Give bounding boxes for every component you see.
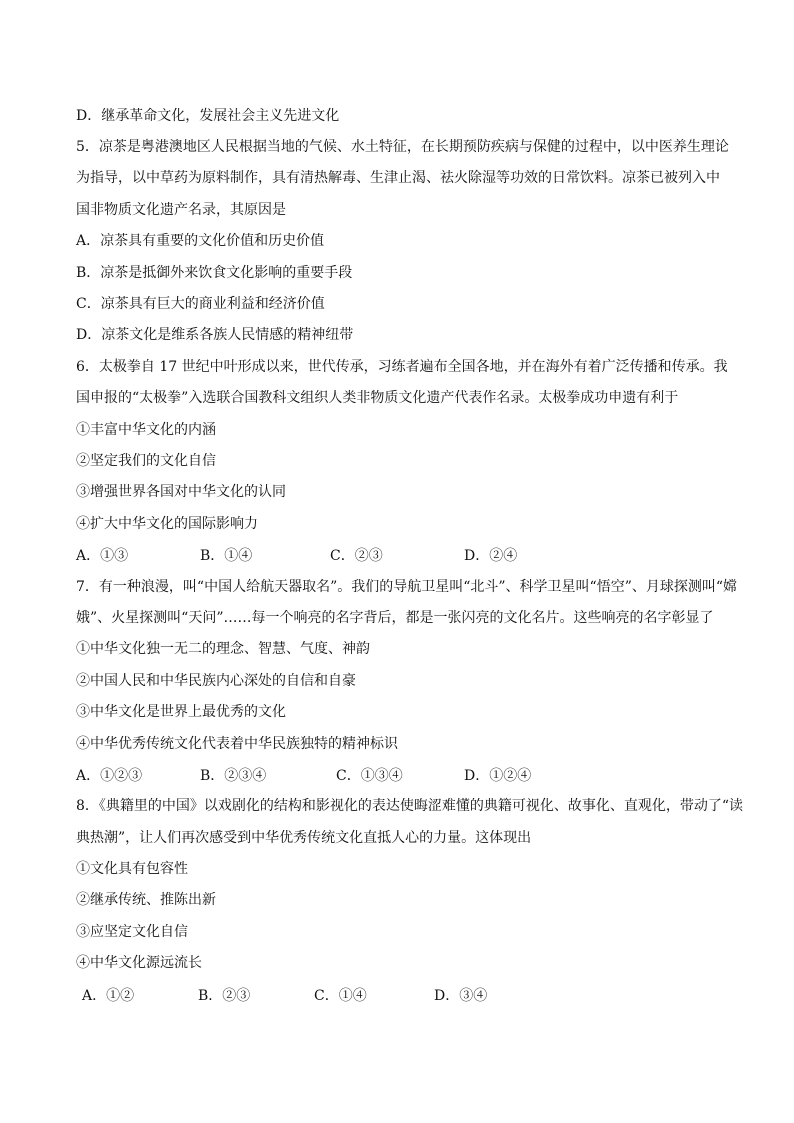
q8-statement-2: ②继承传统、推陈出新 [76, 892, 216, 909]
q7-choice-b: B．②③④ [200, 767, 267, 784]
q8-statement-4: ④中华文化源远流长 [76, 955, 202, 972]
q7-stem-line-2: 娥”、火星探测叫“天问”……每一个响亮的名字背后，都是一张闪亮的文化名片。这些响亮的名字彰显了 [76, 609, 714, 626]
q5-option-b: B．凉茶是抵御外来饮食文化影响的重要手段 [76, 264, 353, 281]
q7-choice-d: D．①②④ [464, 767, 532, 784]
q7-statement-1: ①中华文化独一无二的理念、智慧、气度、神韵 [76, 641, 370, 658]
q6-choice-b: B．①④ [200, 548, 253, 565]
q7-choice-c: C．①③④ [336, 767, 403, 784]
q8-choice-b: B．②③ [198, 987, 251, 1004]
q6-choice-c: C．②③ [330, 548, 383, 565]
q6-stem-line-1: 6．太极拳自 17 世纪中叶形成以来，世代传承，习练者遍布全国各地，并在海外有着广泛传播和传承。我 [76, 358, 728, 375]
q7-choices [76, 759, 726, 790]
q6-choice-d: D．②④ [464, 548, 518, 565]
q6-choice-a: A．①③ [76, 548, 129, 565]
q5-stem-line-2: 为指导，以中草药为原料制作，具有清热解毒、生津止渴、祛火除湿等功效的日常饮料。凉茶已被列入中 [76, 170, 720, 187]
q4-option-d: D．继承革命文化，发展社会主义先进文化 [76, 107, 340, 124]
q5-option-c: C．凉茶具有巨大的商业利益和经济价值 [76, 296, 325, 313]
q7-statement-2: ②中国人民和中华民族内心深处的自信和自豪 [76, 672, 356, 689]
q6-stem-line-2: 国申报的“太极拳”入选联合国教科文组织人类非物质文化遗产代表作名录。太极拳成功申遗有利于 [76, 390, 679, 407]
q7-statement-3: ③中华文化是世界上最优秀的文化 [76, 704, 286, 721]
q5-stem-line-1: 5．凉茶是粤港澳地区人民根据当地的气候、水土特征，在长期预防疾病与保健的过程中，以中医养生理论 [76, 139, 729, 156]
q6-statement-3: ③增强世界各国对中华文化的认同 [76, 484, 286, 501]
q8-statement-3: ③应坚定文化自信 [76, 923, 188, 940]
q5-option-d: D．凉茶文化是维系各族人民情感的精神纽带 [76, 327, 354, 344]
q8-choices [76, 979, 726, 1010]
q8-choice-d: D．③④ [434, 987, 488, 1004]
q8-choice-c: C．①④ [314, 987, 367, 1004]
q7-choice-a: A．①②③ [76, 767, 143, 784]
exam-page [76, 100, 744, 1010]
q6-choices [76, 539, 726, 570]
q5-option-a: A．凉茶具有重要的文化价值和历史价值 [76, 233, 325, 250]
q6-statement-1: ①丰富中华文化的内涵 [76, 421, 216, 438]
q5-stem-line-3: 国非物质文化遗产名录，其原因是 [76, 201, 286, 218]
q7-stem-line-1: 7．有一种浪漫，叫“中国人给航天器取名”。我们的导航卫星叫“北斗”、科学卫星叫“悟空”、月球探测叫“嫦 [76, 578, 738, 595]
q6-statement-4: ④扩大中华文化的国际影响力 [76, 515, 258, 532]
q8-statement-1: ①文化具有包容性 [76, 861, 188, 878]
q8-stem-line-2: 典热潮”，让人们再次感受到中华优秀传统文化直抵人心的力量。这体现出 [76, 829, 532, 846]
q6-statement-2: ②坚定我们的文化自信 [76, 452, 216, 469]
q7-statement-4: ④中华优秀传统文化代表着中华民族独特的精神标识 [76, 735, 398, 752]
q8-stem-line-1: 8．《典籍里的中国》以戏剧化的结构和影视化的表达使晦涩难懂的典籍可视化、故事化、直观化，带动了“读 [76, 798, 744, 815]
q8-choice-a: A．①② [82, 987, 135, 1004]
